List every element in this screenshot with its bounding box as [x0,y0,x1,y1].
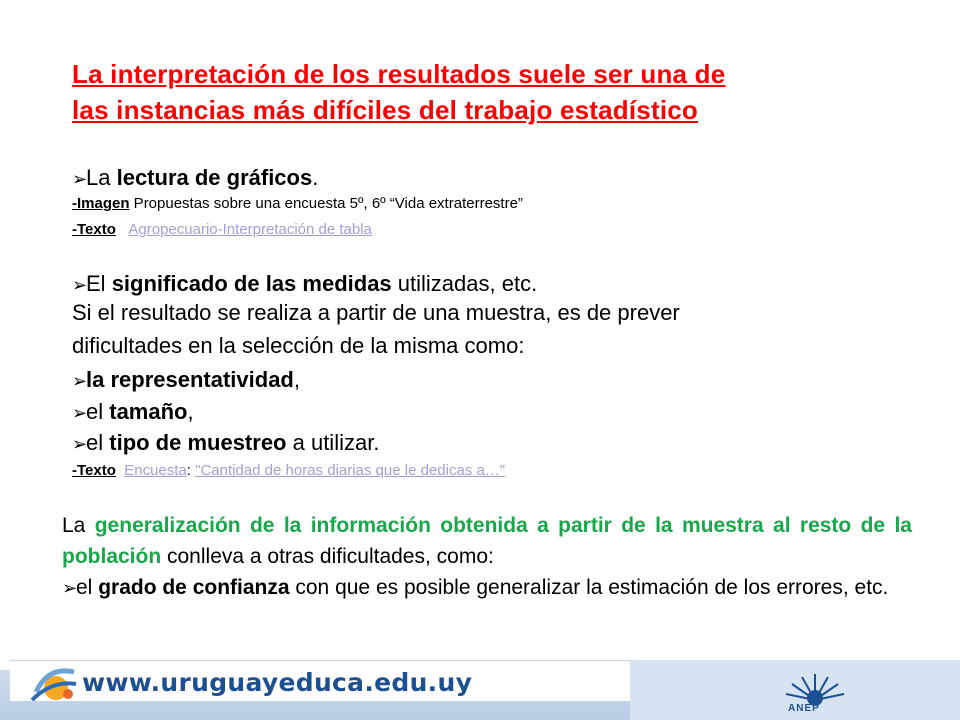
list-item-representatividad: ➢la representatividad, [72,366,300,395]
bullet-lectura: ➢La lectura de gráficos. [72,164,318,193]
arrow-bullet-icon: ➢ [72,371,88,391]
arrow-bullet-icon: ➢ [72,434,88,454]
texto-tag: -Texto [72,462,116,479]
site-url[interactable]: www.uruguayeduca.edu.uy [82,668,473,697]
page-title [72,56,872,128]
list-item-tamano: ➢el tamaño, [72,398,194,427]
imagen-tag: -Imagen [72,195,130,212]
green-highlight: generalización de la información obtenida a partir de la muestra al resto de la población [62,514,912,568]
title-line-2: las instancias más difíciles del trabajo estadístico [72,95,698,125]
sun-logo-icon [28,658,80,706]
imagen-text: Propuestas sobre una encuesta 5º, 6º “Vida extraterrestre” [129,195,523,212]
link-cantidad-horas[interactable]: "Cantidad de horas diarias que le dedicas a…" [195,462,506,479]
link-encuesta[interactable]: Encuesta [124,462,187,479]
arrow-bullet-icon: ➢ [62,578,78,598]
bullet-significado: ➢El significado de las medidas utilizadas, etc. [72,270,537,299]
arrow-bullet-icon: ➢ [72,169,88,189]
texto-line-2: -Texto Encuesta: "Cantidad de horas diarias que le dedicas a…" [72,462,506,479]
link-agropecuario[interactable]: Agropecuario-Interpretación de tabla [128,221,372,238]
list-item-tipo-muestreo: ➢el tipo de muestreo a utilizar. [72,429,379,458]
texto-line-1 [72,220,372,240]
arrow-bullet-icon: ➢ [72,403,88,423]
para-line-1: Si el resultado se realiza a partir de una muestra, es de prever [72,300,680,325]
generalizacion-paragraph: La generalización de la información obtenida a partir de la muestra al resto de la población conlleva a otras dificultades, como: ➢el grado de confianza con que es posible generalizar la estimación de los errores, etc. [62,510,912,604]
imagen-line [72,194,523,214]
para-line-2: dificultades en la selección de la misma como: [72,333,525,358]
arrow-bullet-icon: ➢ [72,275,88,295]
title-line-1: La interpretación de los resultados suele ser una de [72,59,726,89]
texto-tag: -Texto [72,221,116,238]
anep-label: ANEP [788,703,820,714]
